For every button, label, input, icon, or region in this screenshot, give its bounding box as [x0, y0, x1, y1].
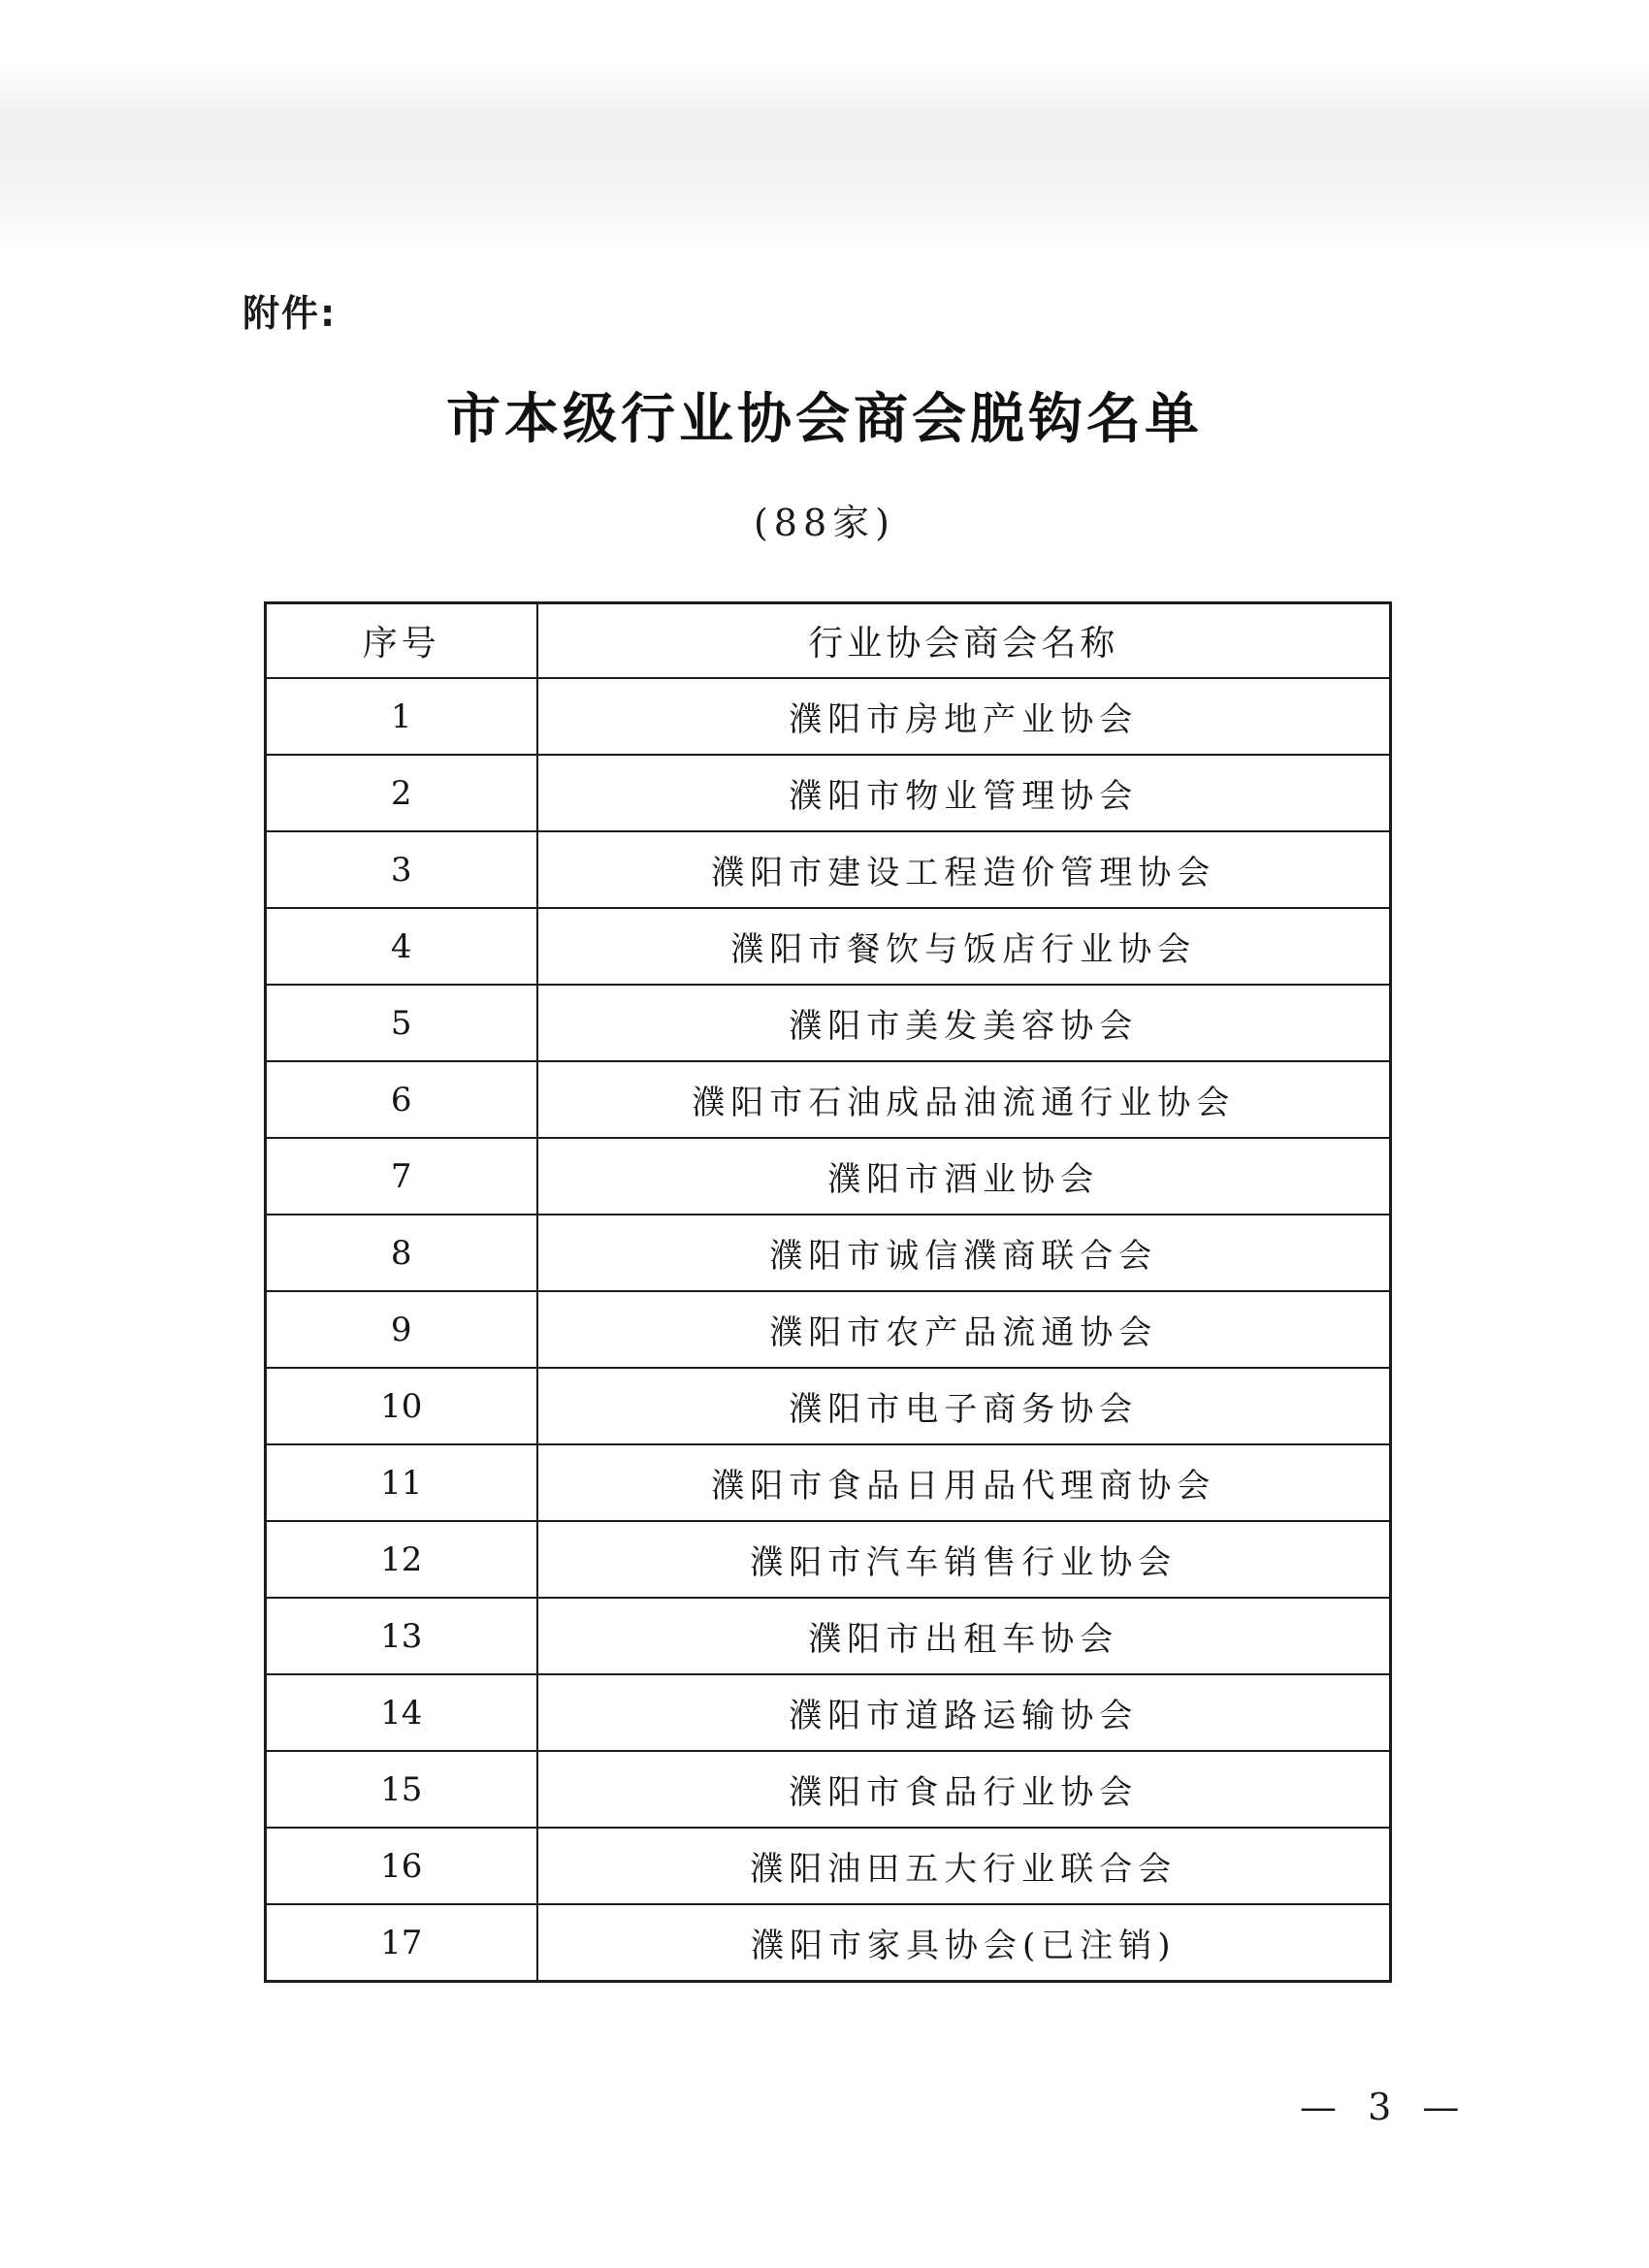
association-list-table	[264, 601, 1392, 1983]
table-row	[266, 1215, 1391, 1291]
table-row	[266, 1521, 1391, 1598]
row-number: 3	[266, 831, 537, 908]
association-name: 濮阳油田五大行业联合会	[537, 1828, 1391, 1904]
row-number: 6	[266, 1061, 537, 1138]
association-name: 濮阳市建设工程造价管理协会	[537, 831, 1391, 908]
table-row	[266, 908, 1391, 985]
table-header-row	[266, 603, 1391, 679]
row-number: 2	[266, 755, 537, 831]
association-name: 濮阳市农产品流通协会	[537, 1291, 1391, 1368]
table-row	[266, 831, 1391, 908]
page-number: — 3 —	[1300, 2086, 1470, 2128]
table-row	[266, 1138, 1391, 1215]
row-number: 4	[266, 908, 537, 985]
page-subtitle: (88家)	[753, 502, 895, 544]
row-number: 14	[266, 1674, 537, 1751]
row-number: 11	[266, 1444, 537, 1521]
association-name: 濮阳市餐饮与饭店行业协会	[537, 908, 1391, 985]
column-header-number: 序号	[266, 603, 537, 679]
row-number: 16	[266, 1828, 537, 1904]
table-row	[266, 1674, 1391, 1751]
row-number: 17	[266, 1904, 537, 1982]
table-row	[266, 1444, 1391, 1521]
row-number: 10	[266, 1368, 537, 1444]
row-number: 15	[266, 1751, 537, 1828]
table-row	[266, 1368, 1391, 1444]
association-name: 濮阳市道路运输协会	[537, 1674, 1391, 1751]
row-number: 9	[266, 1291, 537, 1368]
row-number: 13	[266, 1598, 537, 1674]
table-row	[266, 1904, 1391, 1982]
association-name: 濮阳市家具协会(已注销)	[537, 1904, 1391, 1982]
association-name: 濮阳市诚信濮商联合会	[537, 1215, 1391, 1291]
row-number: 1	[266, 678, 537, 755]
table-row	[266, 985, 1391, 1061]
association-name: 濮阳市食品日用品代理商协会	[537, 1444, 1391, 1521]
table-row	[266, 1828, 1391, 1904]
association-name: 濮阳市石油成品油流通行业协会	[537, 1061, 1391, 1138]
association-name: 濮阳市电子商务协会	[537, 1368, 1391, 1444]
table-row	[266, 1751, 1391, 1828]
scan-shadow-band	[0, 58, 1649, 252]
association-name: 濮阳市汽车销售行业协会	[537, 1521, 1391, 1598]
table-row	[266, 1061, 1391, 1138]
table-row	[266, 1598, 1391, 1674]
association-name: 濮阳市物业管理协会	[537, 755, 1391, 831]
attachment-label: 附件:	[242, 292, 338, 335]
page-title: 市本级行业协会商会脱钩名单	[446, 387, 1203, 451]
association-name: 濮阳市美发美容协会	[537, 985, 1391, 1061]
table-row	[266, 1291, 1391, 1368]
association-name: 濮阳市酒业协会	[537, 1138, 1391, 1215]
association-name: 濮阳市食品行业协会	[537, 1751, 1391, 1828]
association-name: 濮阳市出租车协会	[537, 1598, 1391, 1674]
table-row	[266, 755, 1391, 831]
row-number: 8	[266, 1215, 537, 1291]
table-row	[266, 678, 1391, 755]
column-header-name: 行业协会商会名称	[537, 603, 1391, 679]
row-number: 12	[266, 1521, 537, 1598]
association-name: 濮阳市房地产业协会	[537, 678, 1391, 755]
row-number: 7	[266, 1138, 537, 1215]
row-number: 5	[266, 985, 537, 1061]
